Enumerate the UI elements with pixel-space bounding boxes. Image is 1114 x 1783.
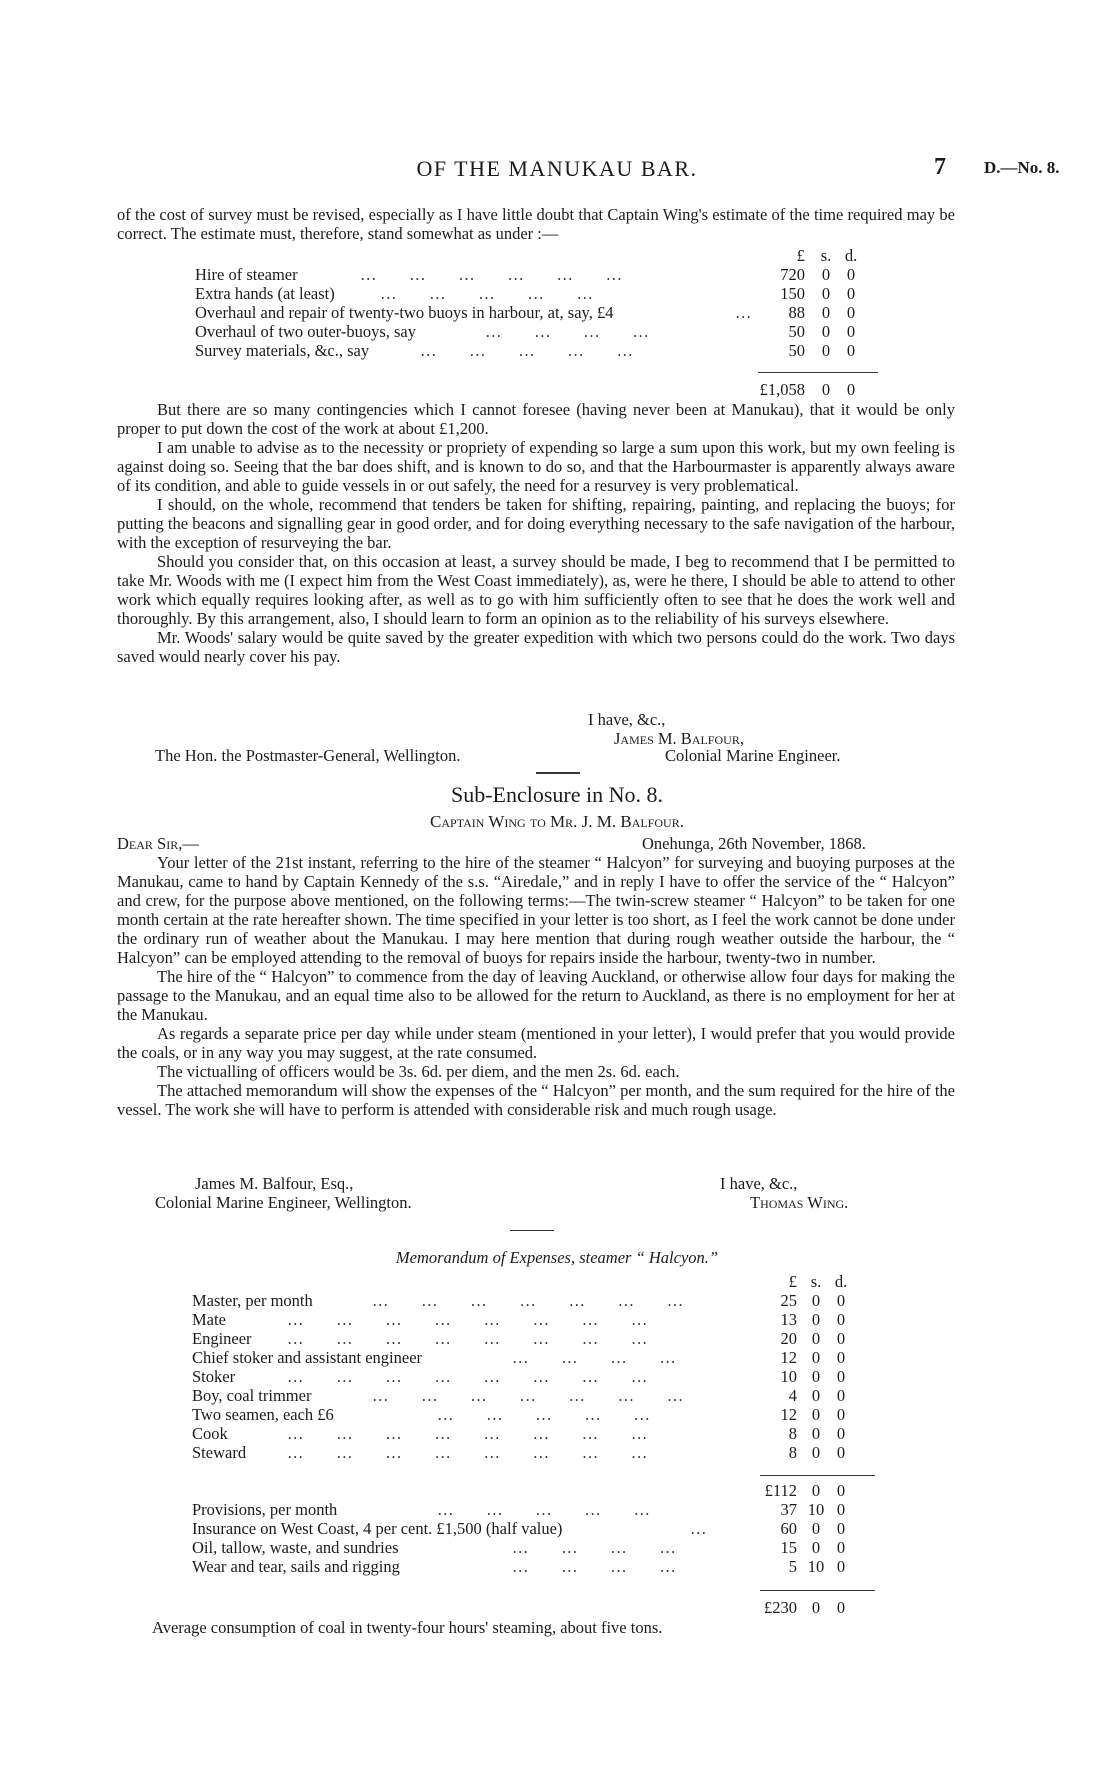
signer-name: James M. Balfour, <box>614 729 744 748</box>
item-label: Overhaul of two outer-buoys, say <box>195 322 416 341</box>
pounds-value: 25 <box>780 1291 797 1310</box>
pence-value: 0 <box>836 1500 846 1519</box>
paragraph: I should, on the whole, recommend that tenders be taken for shifting, repairing, painting, and replacing the buoys; for putting the beacons and signalling gear in good order, and for doing everything necessary to the safe navigation of the harbour, with the exception of resurveying the bar. <box>117 495 955 552</box>
estimate-row <box>195 341 885 360</box>
pence-value: 0 <box>846 303 856 322</box>
item-label: Engineer <box>192 1329 252 1348</box>
letter-date: Onehunga, 26th November, 1868. <box>642 834 866 853</box>
memo-row <box>192 1348 882 1367</box>
memo-footnote: Average consumption of coal in twenty-four hours' steaming, about five tons. <box>152 1618 663 1637</box>
pounds-value: £1,058 <box>759 380 805 399</box>
pence-value: 0 <box>836 1386 846 1405</box>
estimate-table <box>195 246 885 360</box>
shillings-head: s. <box>810 1272 822 1291</box>
shillings-value: 0 <box>811 1367 821 1386</box>
leader-dots: … … … … … <box>380 284 595 303</box>
leader-dots: … … … … … … … … <box>287 1424 650 1443</box>
pence-value: 0 <box>836 1348 846 1367</box>
leader-dots: … … … … <box>512 1538 678 1557</box>
pounds-value: 50 <box>788 322 805 341</box>
pence-value: 0 <box>836 1367 846 1386</box>
shillings-value: 0 <box>811 1348 821 1367</box>
estimate-row <box>195 322 885 341</box>
estimate-column-heads <box>195 246 885 265</box>
pounds-value: £230 <box>764 1598 797 1617</box>
pounds-value: 4 <box>788 1386 797 1405</box>
estimate-total <box>195 380 885 399</box>
paragraph: But there are so many contingencies which I cannot foresee (having never been at Manukau), that it would be only proper to put down the cost of the work at about £1,200. <box>117 400 955 438</box>
memo-row <box>192 1519 882 1538</box>
pounds-value: 50 <box>788 341 805 360</box>
leader-dots: … … … … <box>485 322 651 341</box>
pence-value: 0 <box>836 1424 846 1443</box>
pence-value: 0 <box>836 1519 846 1538</box>
pounds-head: £ <box>788 1272 797 1291</box>
pence-value: 0 <box>836 1557 846 1576</box>
leader-dots: … … … … … … … … <box>287 1367 650 1386</box>
pounds-value: 12 <box>780 1348 797 1367</box>
item-label: Provisions, per month <box>192 1500 338 1519</box>
shillings-value: 0 <box>821 341 831 360</box>
memo-row <box>192 1424 882 1443</box>
shillings-value: 0 <box>811 1443 821 1462</box>
wing-addressee-line2: Colonial Marine Engineer, Wellington. <box>155 1193 412 1212</box>
leader-dots: … <box>690 1519 709 1538</box>
paragraph: I am unable to advise as to the necessity or propriety of expending so large a sum upon this work, but my own feeling is against doing so. Seeing that the bar does shift, and is known to do so, and that the Harbourmaster is apparently always aware of its condition, and able to guide vessels in or out safely, the need for a resurvey is very problematical. <box>117 438 955 495</box>
wing-closing: I have, &c., <box>720 1174 798 1193</box>
memo-subtotal <box>192 1481 882 1576</box>
memo-column-heads <box>192 1272 882 1291</box>
shillings-value: 0 <box>811 1598 821 1617</box>
addressee: The Hon. the Postmaster-General, Wellington. <box>155 746 461 765</box>
pence-value: 0 <box>846 380 856 399</box>
intro-text: of the cost of survey must be revised, especially as I have little doubt that Captain Wing's estimate of the time required may be correct. The estimate must, therefore, stand somewhat as under :— <box>117 205 955 243</box>
pounds-value: 8 <box>788 1424 797 1443</box>
pounds-value: 10 <box>780 1367 797 1386</box>
shillings-value: 0 <box>821 322 831 341</box>
pounds-value: 8 <box>788 1443 797 1462</box>
paragraph: The hire of the “ Halcyon” to commence from the day of leaving Auckland, or otherwise allow four days for making the passage to the Manukau, and an equal time also to be allowed for the return to Auckland, as there is no employment for her at the Manukau. <box>117 967 955 1024</box>
shillings-value: 0 <box>811 1291 821 1310</box>
pence-value: 0 <box>836 1310 846 1329</box>
item-label: Stoker <box>192 1367 236 1386</box>
total-rule <box>758 372 878 373</box>
memo-row <box>192 1310 882 1329</box>
item-label: Master, per month <box>192 1291 313 1310</box>
item-label: Wear and tear, sails and rigging <box>192 1557 400 1576</box>
paragraph: Should you consider that, on this occasion at least, a survey should be made, I beg to recommend that I be permitted to take Mr. Woods with me (I expect him from the West Coast immediately), as, were he there, I should be able to attend to other work which equally requires looking after, as well as to go with him sufficiently often to see that he does the work well and thoroughly. By this arrangement, also, I should learn to form an opinion as to the reliability of his surveys elsewhere. <box>117 552 955 628</box>
pence-value: 0 <box>846 265 856 284</box>
memorandum-title: Memorandum of Expenses, steamer “ Halcyon.” <box>395 1248 719 1267</box>
memo-row <box>192 1538 882 1557</box>
memo-divider <box>510 1230 554 1231</box>
shillings-value: 0 <box>811 1386 821 1405</box>
pence-head: d. <box>844 246 858 265</box>
item-label: Overhaul and repair of twenty-two buoys in harbour, at, say, £4 <box>195 303 614 322</box>
paragraph: As regards a separate price per day while under steam (mentioned in your letter), I would prefer that you would provide the coals, or in any way you may suggest, at the rate consumed. <box>117 1024 955 1062</box>
estimate-row <box>195 303 885 322</box>
shillings-value: 0 <box>811 1310 821 1329</box>
pounds-value: 12 <box>780 1405 797 1424</box>
leader-dots: … … … … … … <box>360 265 625 284</box>
leader-dots: … … … … … … … … <box>287 1310 650 1329</box>
total-row <box>192 1598 882 1617</box>
memo-row <box>192 1329 882 1348</box>
pounds-value: £112 <box>764 1481 797 1500</box>
pounds-value: 13 <box>780 1310 797 1329</box>
section-divider <box>536 772 580 774</box>
leader-dots: … … … … … … … <box>372 1291 686 1310</box>
shillings-value: 0 <box>811 1405 821 1424</box>
shillings-value: 0 <box>811 1481 821 1500</box>
leader-dots: … … … … … <box>437 1500 652 1519</box>
memorandum-table <box>192 1272 882 1462</box>
memo-row <box>192 1405 882 1424</box>
leader-dots: … … … … … <box>420 341 635 360</box>
shillings-value: 0 <box>811 1424 821 1443</box>
total-rule <box>760 1590 875 1591</box>
shillings-value: 10 <box>807 1500 825 1519</box>
pounds-value: 88 <box>788 303 805 322</box>
balfour-letter-body <box>117 400 955 666</box>
pounds-head: £ <box>796 246 805 265</box>
wing-letter-body <box>117 853 955 1119</box>
shillings-value: 0 <box>811 1538 821 1557</box>
memo-row <box>192 1500 882 1519</box>
pence-value: 0 <box>836 1405 846 1424</box>
signer-title: Colonial Marine Engineer. <box>665 746 841 765</box>
item-label: Insurance on West Coast, 4 per cent. £1,500 (half value) <box>192 1519 563 1538</box>
paragraph: The victualling of officers would be 3s. 6d. per diem, and the men 2s. 6d. each. <box>157 1062 680 1081</box>
memo-total <box>192 1598 882 1617</box>
page-number: 7 <box>934 154 946 180</box>
pence-value: 0 <box>846 284 856 303</box>
item-label: Extra hands (at least) <box>195 284 335 303</box>
pounds-value: 37 <box>780 1500 797 1519</box>
salutation: Dear Sir,— <box>117 834 199 853</box>
item-label: Hire of steamer <box>195 265 298 284</box>
pence-value: 0 <box>836 1598 846 1617</box>
item-label: Steward <box>192 1443 247 1462</box>
shillings-value: 0 <box>821 303 831 322</box>
pence-value: 0 <box>846 322 856 341</box>
shillings-head: s. <box>820 246 832 265</box>
shillings-value: 0 <box>811 1329 821 1348</box>
intro-paragraph <box>117 205 955 243</box>
memo-row <box>192 1386 882 1405</box>
total-row <box>195 380 885 399</box>
item-label: Two seamen, each £6 <box>192 1405 334 1424</box>
pounds-value: 720 <box>780 265 805 284</box>
pence-head: d. <box>834 1272 848 1291</box>
leader-dots: … … … … … … … <box>372 1386 686 1405</box>
wing-signer: Thomas Wing. <box>750 1193 849 1212</box>
shillings-value: 0 <box>811 1519 821 1538</box>
pounds-value: 15 <box>780 1538 797 1557</box>
memo-row <box>192 1367 882 1386</box>
shillings-value: 10 <box>807 1557 825 1576</box>
memo-row <box>192 1557 882 1576</box>
pounds-value: 150 <box>780 284 805 303</box>
paragraph: Mr. Woods' salary would be quite saved by the greater expedition with which two persons could do the work. Two days saved would nearly cover his pay. <box>117 628 955 666</box>
pence-value: 0 <box>846 341 856 360</box>
memo-row <box>192 1443 882 1462</box>
closing: I have, &c., <box>588 710 666 729</box>
pounds-value: 5 <box>788 1557 797 1576</box>
pounds-value: 20 <box>780 1329 797 1348</box>
leader-dots: … … … … <box>512 1557 678 1576</box>
pence-value: 0 <box>836 1329 846 1348</box>
pounds-value: 60 <box>780 1519 797 1538</box>
estimate-row <box>195 265 885 284</box>
subtotal-rule <box>760 1475 875 1476</box>
paragraph: Your letter of the 21st instant, referring to the hire of the steamer “ Halcyon” for surveying and buoying purposes at the Manukau, came to hand by Captain Kennedy of the s.s. “Airedale,” and in reply I have to offer the service of the “ Halcyon” and crew, for the purpose above mentioned, on the following terms:—The twin-screw steamer “ Halcyon” to be taken for one month certain at the rate hereafter shown. The time specified in your letter is too short, as I feel the work cannot be done under the ordinary run of weather about the Manukau. I may here mention that during rough weather outside the harbour, the “ Halcyon” can be employed attending to the removal of buoys for repairs inside the harbour, twenty-two in number. <box>117 853 955 967</box>
document-reference: D.—No. 8. <box>984 158 1060 177</box>
leader-dots: … … … … … … … … <box>287 1329 650 1348</box>
item-label: Chief stoker and assistant engineer <box>192 1348 423 1367</box>
leader-dots: … … … … … … … … <box>287 1443 650 1462</box>
subtotal-row <box>192 1481 882 1500</box>
estimate-row <box>195 284 885 303</box>
memo-row <box>192 1291 882 1310</box>
shillings-value: 0 <box>821 265 831 284</box>
item-label: Cook <box>192 1424 228 1443</box>
sub-enclosure-heading: Sub-Enclosure in No. 8. <box>450 782 664 807</box>
item-label: Oil, tallow, waste, and sundries <box>192 1538 399 1557</box>
item-label: Mate <box>192 1310 226 1329</box>
item-label: Survey materials, &c., say <box>195 341 370 360</box>
pence-value: 0 <box>836 1443 846 1462</box>
pence-value: 0 <box>836 1538 846 1557</box>
pence-value: 0 <box>836 1481 846 1500</box>
wing-addressee-line1: James M. Balfour, Esq., <box>195 1174 354 1193</box>
item-label: Boy, coal trimmer <box>192 1386 312 1405</box>
pence-value: 0 <box>836 1291 846 1310</box>
leader-dots: … … … … <box>512 1348 678 1367</box>
running-header-title: OF THE MANUKAU BAR. <box>416 156 698 181</box>
shillings-value: 0 <box>821 380 831 399</box>
leader-dots: … <box>735 303 754 322</box>
leader-dots: … … … … … <box>437 1405 652 1424</box>
shillings-value: 0 <box>821 284 831 303</box>
sub-enclosure-subheading: Captain Wing to Mr. J. M. Balfour. <box>430 812 684 831</box>
paragraph: The attached memorandum will show the expenses of the “ Halcyon” per month, and the sum required for the hire of the vessel. The work she will have to perform is attended with considerable risk and much rough usage. <box>117 1081 955 1119</box>
